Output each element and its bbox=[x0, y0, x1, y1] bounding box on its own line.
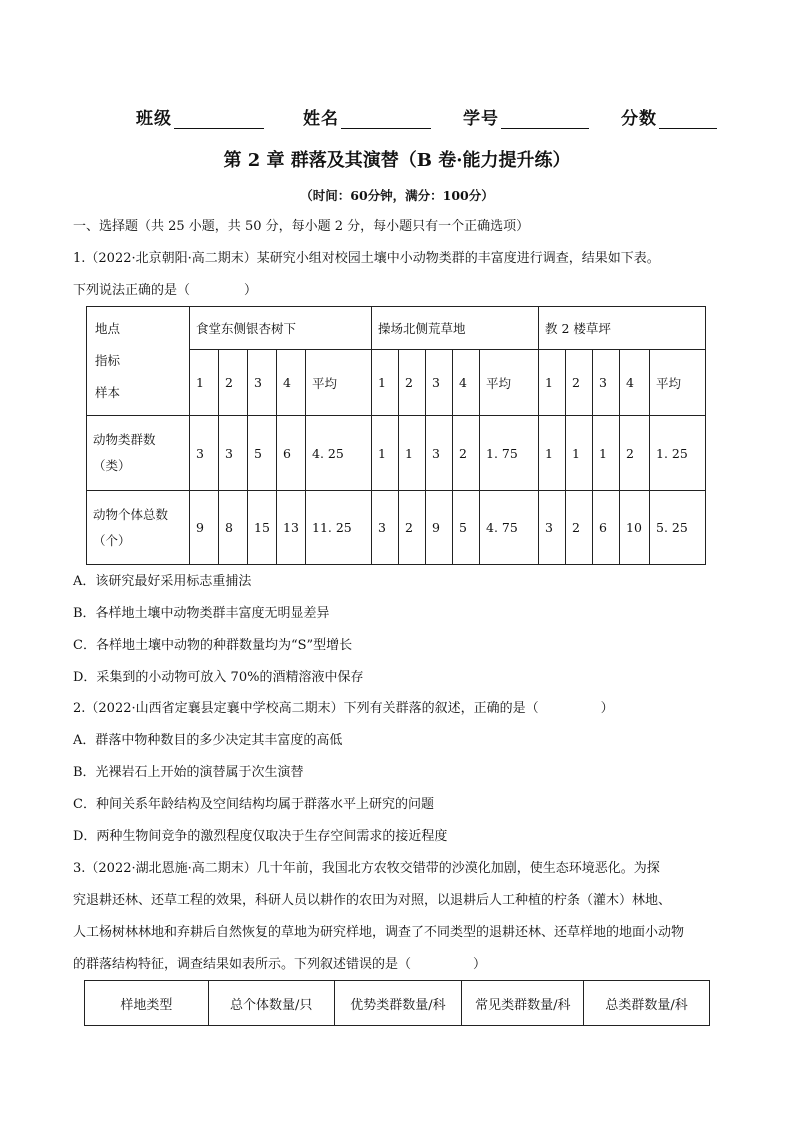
site-header: 操场北侧荒草地 bbox=[372, 307, 539, 350]
table-cell: 1 bbox=[539, 416, 566, 491]
table-cell: 11. 25 bbox=[306, 491, 372, 565]
row-label bbox=[87, 491, 190, 565]
row-label-unit: （类） bbox=[93, 458, 131, 473]
q1-stem-close: ） bbox=[244, 283, 258, 298]
table-header-row bbox=[85, 981, 710, 1026]
table-cell: 3 bbox=[539, 491, 566, 565]
q2-option-c[interactable]: C．种间关系年龄结构及空间结构均属于群落水平上研究的问题 bbox=[73, 797, 434, 812]
q2-option-d[interactable]: D．两种生物间竞争的激烈程度仅取决于生存空间需求的接近程度 bbox=[73, 829, 448, 844]
q3-stem-line1: 3.（2022·湖北恩施·高二期末）几十年前，我国北方农牧交错带的沙漠化加剧，使生态环境恶化。为探 bbox=[73, 861, 660, 876]
row-label bbox=[87, 416, 190, 491]
score-blank[interactable] bbox=[659, 112, 717, 129]
sample-header: 4 bbox=[277, 350, 306, 416]
table-cell: 1 bbox=[566, 416, 593, 491]
table-cell: 2 bbox=[620, 416, 650, 491]
column-header: 总个体数量/只 bbox=[208, 981, 334, 1026]
page-title: 第 2 章 群落及其演替（B 卷·能力提升练） bbox=[223, 150, 571, 171]
sample-header: 2 bbox=[399, 350, 426, 416]
table-cell: 1 bbox=[399, 416, 426, 491]
site-header: 教 2 楼草坪 bbox=[539, 307, 706, 350]
class-field bbox=[136, 104, 264, 129]
q1-option-c[interactable]: C．各样地土壤中动物的种群数量均为“S”型增长 bbox=[73, 638, 353, 653]
table-cell: 1. 75 bbox=[480, 416, 539, 491]
q1-option-b[interactable]: B．各样地土壤中动物类群丰富度无明显差异 bbox=[73, 606, 330, 621]
score-field bbox=[621, 104, 717, 129]
q1-data-table bbox=[86, 306, 706, 565]
table-cell: 15 bbox=[248, 491, 277, 565]
sample-header: 1 bbox=[190, 350, 219, 416]
table-cell: 6 bbox=[277, 416, 306, 491]
table-cell: 9 bbox=[426, 491, 453, 565]
table-cell: 6 bbox=[593, 491, 620, 565]
sample-header: 平均 bbox=[480, 350, 539, 416]
q3-stem-line2: 究退耕还林、还草工程的效果，科研人员以耕作的农田为对照，以退耕后人工种植的柠条（灌木）林地、 bbox=[73, 893, 672, 908]
table-cell: 1. 25 bbox=[650, 416, 706, 491]
sample-header: 平均 bbox=[306, 350, 372, 416]
table-cell: 8 bbox=[219, 491, 248, 565]
sample-header: 4 bbox=[620, 350, 650, 416]
table-row bbox=[87, 491, 706, 565]
q2-option-a[interactable]: A．群落中物种数目的多少决定其丰富度的高低 bbox=[73, 733, 343, 748]
table-cell: 10 bbox=[620, 491, 650, 565]
q3-stem-line4 bbox=[73, 957, 486, 973]
column-header: 优势类群数量/科 bbox=[334, 981, 462, 1026]
sample-header: 1 bbox=[372, 350, 399, 416]
row-label-main: 动物个体总数 bbox=[93, 506, 169, 522]
sample-header: 2 bbox=[566, 350, 593, 416]
id-blank[interactable] bbox=[501, 112, 589, 129]
score-label: 分数 bbox=[621, 109, 657, 129]
table-corner-cell bbox=[87, 307, 190, 416]
sample-header: 3 bbox=[426, 350, 453, 416]
table-cell: 2 bbox=[399, 491, 426, 565]
section-heading: 一、选择题（共 25 小题，共 50 分，每小题 2 分，每小题只有一个正确选项） bbox=[73, 219, 530, 234]
table-cell: 13 bbox=[277, 491, 306, 565]
table-cell: 2 bbox=[453, 416, 480, 491]
class-label: 班级 bbox=[136, 109, 172, 129]
q2-stem bbox=[73, 701, 614, 717]
q2-stem-text: 2.（2022·山西省定襄县定襄中学校高二期末）下列有关群落的叙述，正确的是（ bbox=[73, 701, 539, 716]
table-cell: 1 bbox=[593, 416, 620, 491]
table-cell: 1 bbox=[372, 416, 399, 491]
time-score-info: （时间：60分钟，满分：100分） bbox=[300, 188, 494, 203]
table-cell: 2 bbox=[566, 491, 593, 565]
corner-location: 地点 bbox=[95, 321, 121, 336]
q1-stem-line1: 1.（2022·北京朝阳·高二期末）某研究小组对校园土壤中小动物类群的丰富度进行调查，结果如下表。 bbox=[73, 251, 660, 266]
name-field bbox=[303, 104, 431, 129]
sample-header: 4 bbox=[453, 350, 480, 416]
sample-header: 3 bbox=[248, 350, 277, 416]
q3-stem-line3: 人工杨树林林地和弃耕后自然恢复的草地为研究样地，调查了不同类型的退耕还林、还草样地的地面小动物 bbox=[73, 925, 685, 940]
table-cell: 3 bbox=[426, 416, 453, 491]
site-header: 食堂东侧银杏树下 bbox=[190, 307, 372, 350]
id-label: 学号 bbox=[463, 109, 499, 129]
q2-option-b[interactable]: B．光裸岩石上开始的演替属于次生演替 bbox=[73, 765, 304, 780]
table-header-sites bbox=[87, 307, 706, 350]
sample-header: 1 bbox=[539, 350, 566, 416]
class-blank[interactable] bbox=[174, 112, 264, 129]
table-cell: 3 bbox=[219, 416, 248, 491]
sample-header: 2 bbox=[219, 350, 248, 416]
table-cell: 3 bbox=[372, 491, 399, 565]
q3-stem-close: ） bbox=[473, 957, 487, 972]
q1-stem-line2 bbox=[73, 283, 257, 299]
q1-option-d[interactable]: D．采集到的小动物可放入 70%的酒精溶液中保存 bbox=[73, 670, 364, 685]
table-cell: 5 bbox=[453, 491, 480, 565]
id-field bbox=[463, 104, 589, 129]
corner-sample: 样本 bbox=[95, 385, 121, 400]
column-header: 常见类群数量/科 bbox=[462, 981, 584, 1026]
q1-option-a[interactable]: A．该研究最好采用标志重捕法 bbox=[73, 574, 252, 589]
table-cell: 5 bbox=[248, 416, 277, 491]
column-header: 总类群数量/科 bbox=[584, 981, 710, 1026]
name-blank[interactable] bbox=[341, 112, 431, 129]
row-label-main: 动物类群数 bbox=[93, 432, 156, 447]
q1-stem-text: 下列说法正确的是（ bbox=[73, 283, 191, 298]
row-label-unit: （个） bbox=[93, 532, 131, 548]
table-cell: 4. 75 bbox=[480, 491, 539, 565]
sample-header: 平均 bbox=[650, 350, 706, 416]
table-row bbox=[87, 416, 706, 491]
table-cell: 4. 25 bbox=[306, 416, 372, 491]
table-cell: 9 bbox=[190, 491, 219, 565]
corner-indicator: 指标 bbox=[95, 353, 121, 368]
q3-stem-text: 的群落结构特征，调查结果如表所示。下列叙述错误的是（ bbox=[73, 957, 412, 972]
sample-header: 3 bbox=[593, 350, 620, 416]
column-header: 样地类型 bbox=[85, 981, 209, 1026]
table-cell: 3 bbox=[190, 416, 219, 491]
q2-stem-close: ） bbox=[600, 701, 614, 716]
name-label: 姓名 bbox=[303, 109, 339, 129]
q3-data-table bbox=[84, 980, 710, 1026]
table-cell: 5. 25 bbox=[650, 491, 706, 565]
